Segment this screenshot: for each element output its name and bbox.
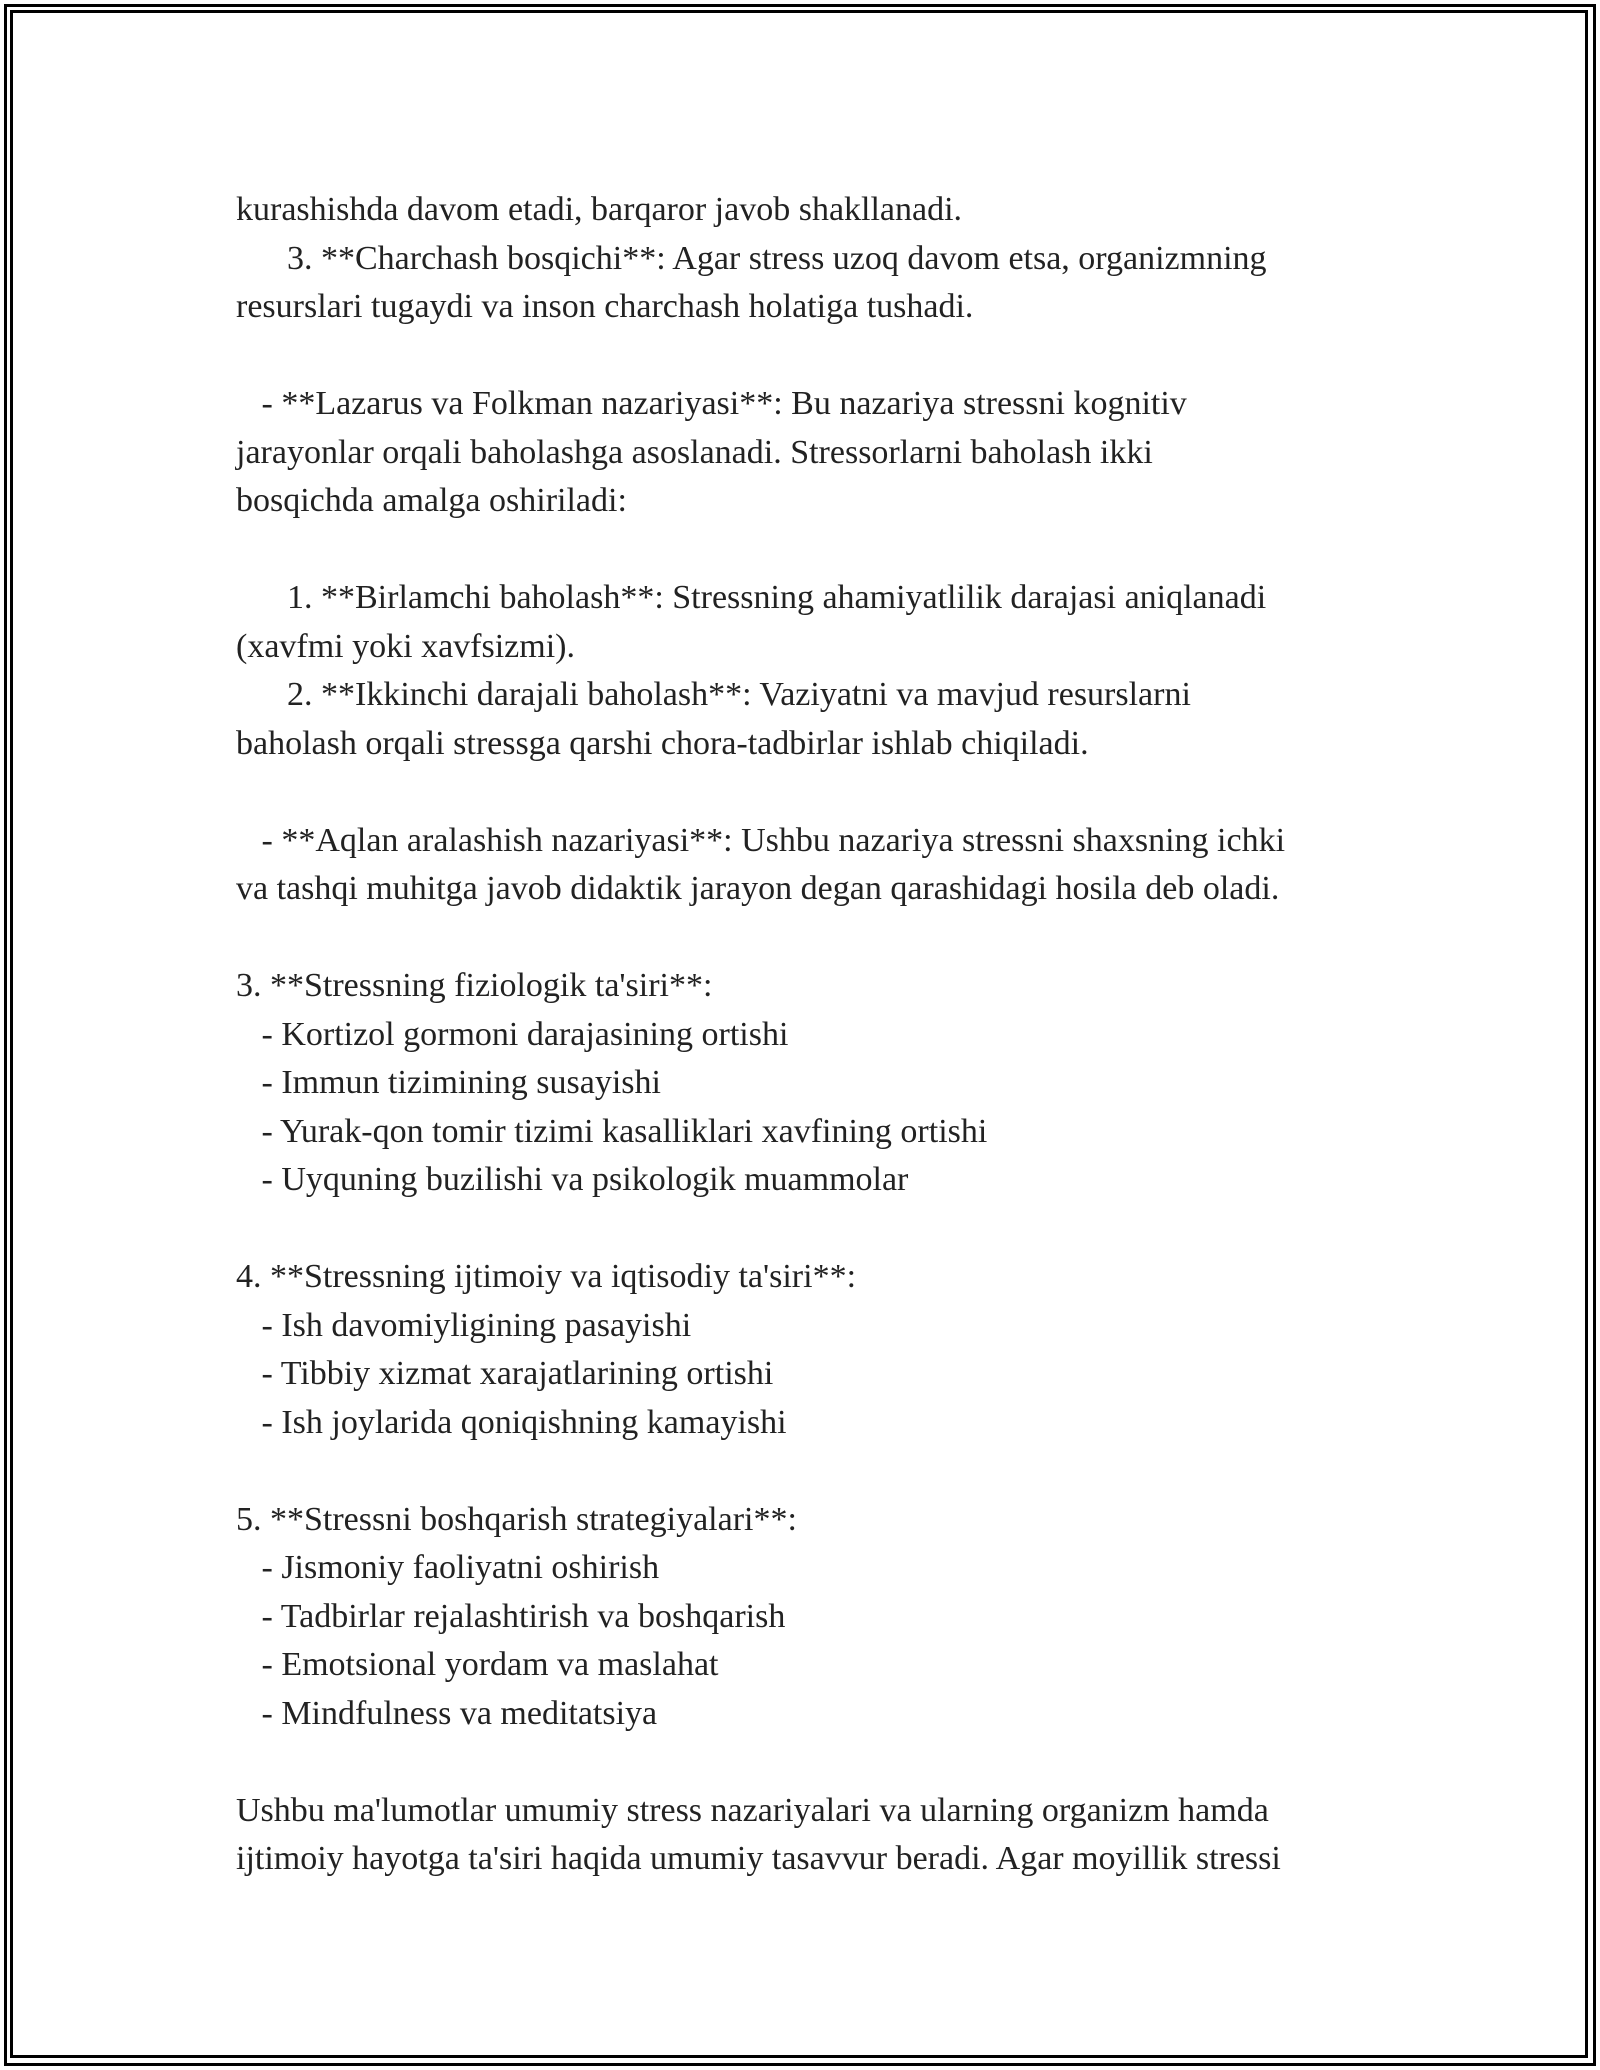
list-item: - Ish davomiyligining pasayishi bbox=[236, 1306, 692, 1344]
blank-line bbox=[236, 1738, 1416, 1787]
list-item: - Tadbirlar rejalashtirish va boshqarish bbox=[236, 1597, 786, 1635]
blank-line bbox=[236, 1205, 1416, 1254]
section-heading: 4. **Stressning ijtimoiy va iqtisodiy ta'siri**: bbox=[236, 1258, 857, 1295]
section-heading: 3. **Stressning fiziologik ta'siri**: bbox=[236, 967, 713, 1004]
text-line: kurashishda davom etadi, barqaror javob shakllanadi. bbox=[236, 191, 963, 228]
list-item: - Immun tizimining susayishi bbox=[236, 1064, 661, 1101]
blank-line bbox=[236, 332, 1416, 381]
text-line: 3. **Charchash bosqichi**: Agar stress uzoq davom etsa, organizmning bbox=[236, 239, 1267, 277]
text-line: ijtimoiy hayotga ta'siri haqida umumiy tasavvur beradi. Agar moyillik stressi bbox=[236, 1840, 1281, 1877]
section-heading: 5. **Stressni boshqarish strategiyalari**: bbox=[236, 1500, 797, 1538]
text-line: bosqichda amalga oshiriladi: bbox=[236, 482, 627, 519]
list-item: - Ish joylarida qoniqishning kamayishi bbox=[236, 1403, 787, 1441]
text-line: - **Aqlan aralashish nazariyasi**: Ushbu nazariya stressni shaxsning ichki bbox=[236, 821, 1286, 859]
text-line: (xavfmi yoki xavfsizmi). bbox=[236, 627, 575, 665]
blank-line bbox=[236, 1447, 1416, 1496]
blank-line bbox=[236, 914, 1416, 963]
list-item: - Yurak-qon tomir tizimi kasalliklari xavfining ortishi bbox=[236, 1112, 988, 1150]
text-line: Ushbu ma'lumotlar umumiy stress nazariyalari va ularning organizm hamda bbox=[236, 1791, 1269, 1829]
text-line: va tashqi muhitga javob didaktik jarayon degan qarashidagi hosila deb oladi. bbox=[236, 870, 1280, 907]
text-line: jarayonlar orqali baholashga asoslanadi. Stressorlarni baholash ikki bbox=[236, 433, 1153, 471]
document-body bbox=[236, 186, 1416, 1884]
text-line: resurslari tugaydi va inson charchash holatiga tushadi. bbox=[236, 288, 974, 325]
list-item: - Kortizol gormoni darajasining ortishi bbox=[236, 1015, 789, 1053]
list-item: - Emotsional yordam va maslahat bbox=[236, 1646, 719, 1683]
list-item: - Uyquning buzilishi va psikologik muammolar bbox=[236, 1161, 909, 1198]
blank-line bbox=[236, 526, 1416, 575]
blank-line bbox=[236, 768, 1416, 817]
list-item: - Jismoniy faoliyatni oshirish bbox=[236, 1549, 660, 1586]
list-item: - Tibbiy xizmat xarajatlarining ortishi bbox=[236, 1355, 774, 1392]
text-line: baholash orqali stressga qarshi chora-tadbirlar ishlab chiqiladi. bbox=[236, 724, 1089, 762]
list-item: - Mindfulness va meditatsiya bbox=[236, 1694, 658, 1732]
text-line: - **Lazarus va Folkman nazariyasi**: Bu nazariya stressni kognitiv bbox=[236, 385, 1187, 422]
text-line: 1. **Birlamchi baholash**: Stressning ahamiyatlilik darajasi aniqlanadi bbox=[236, 579, 1267, 616]
text-line: 2. **Ikkinchi darajali baholash**: Vaziyatni va mavjud resurslarni bbox=[236, 676, 1191, 713]
